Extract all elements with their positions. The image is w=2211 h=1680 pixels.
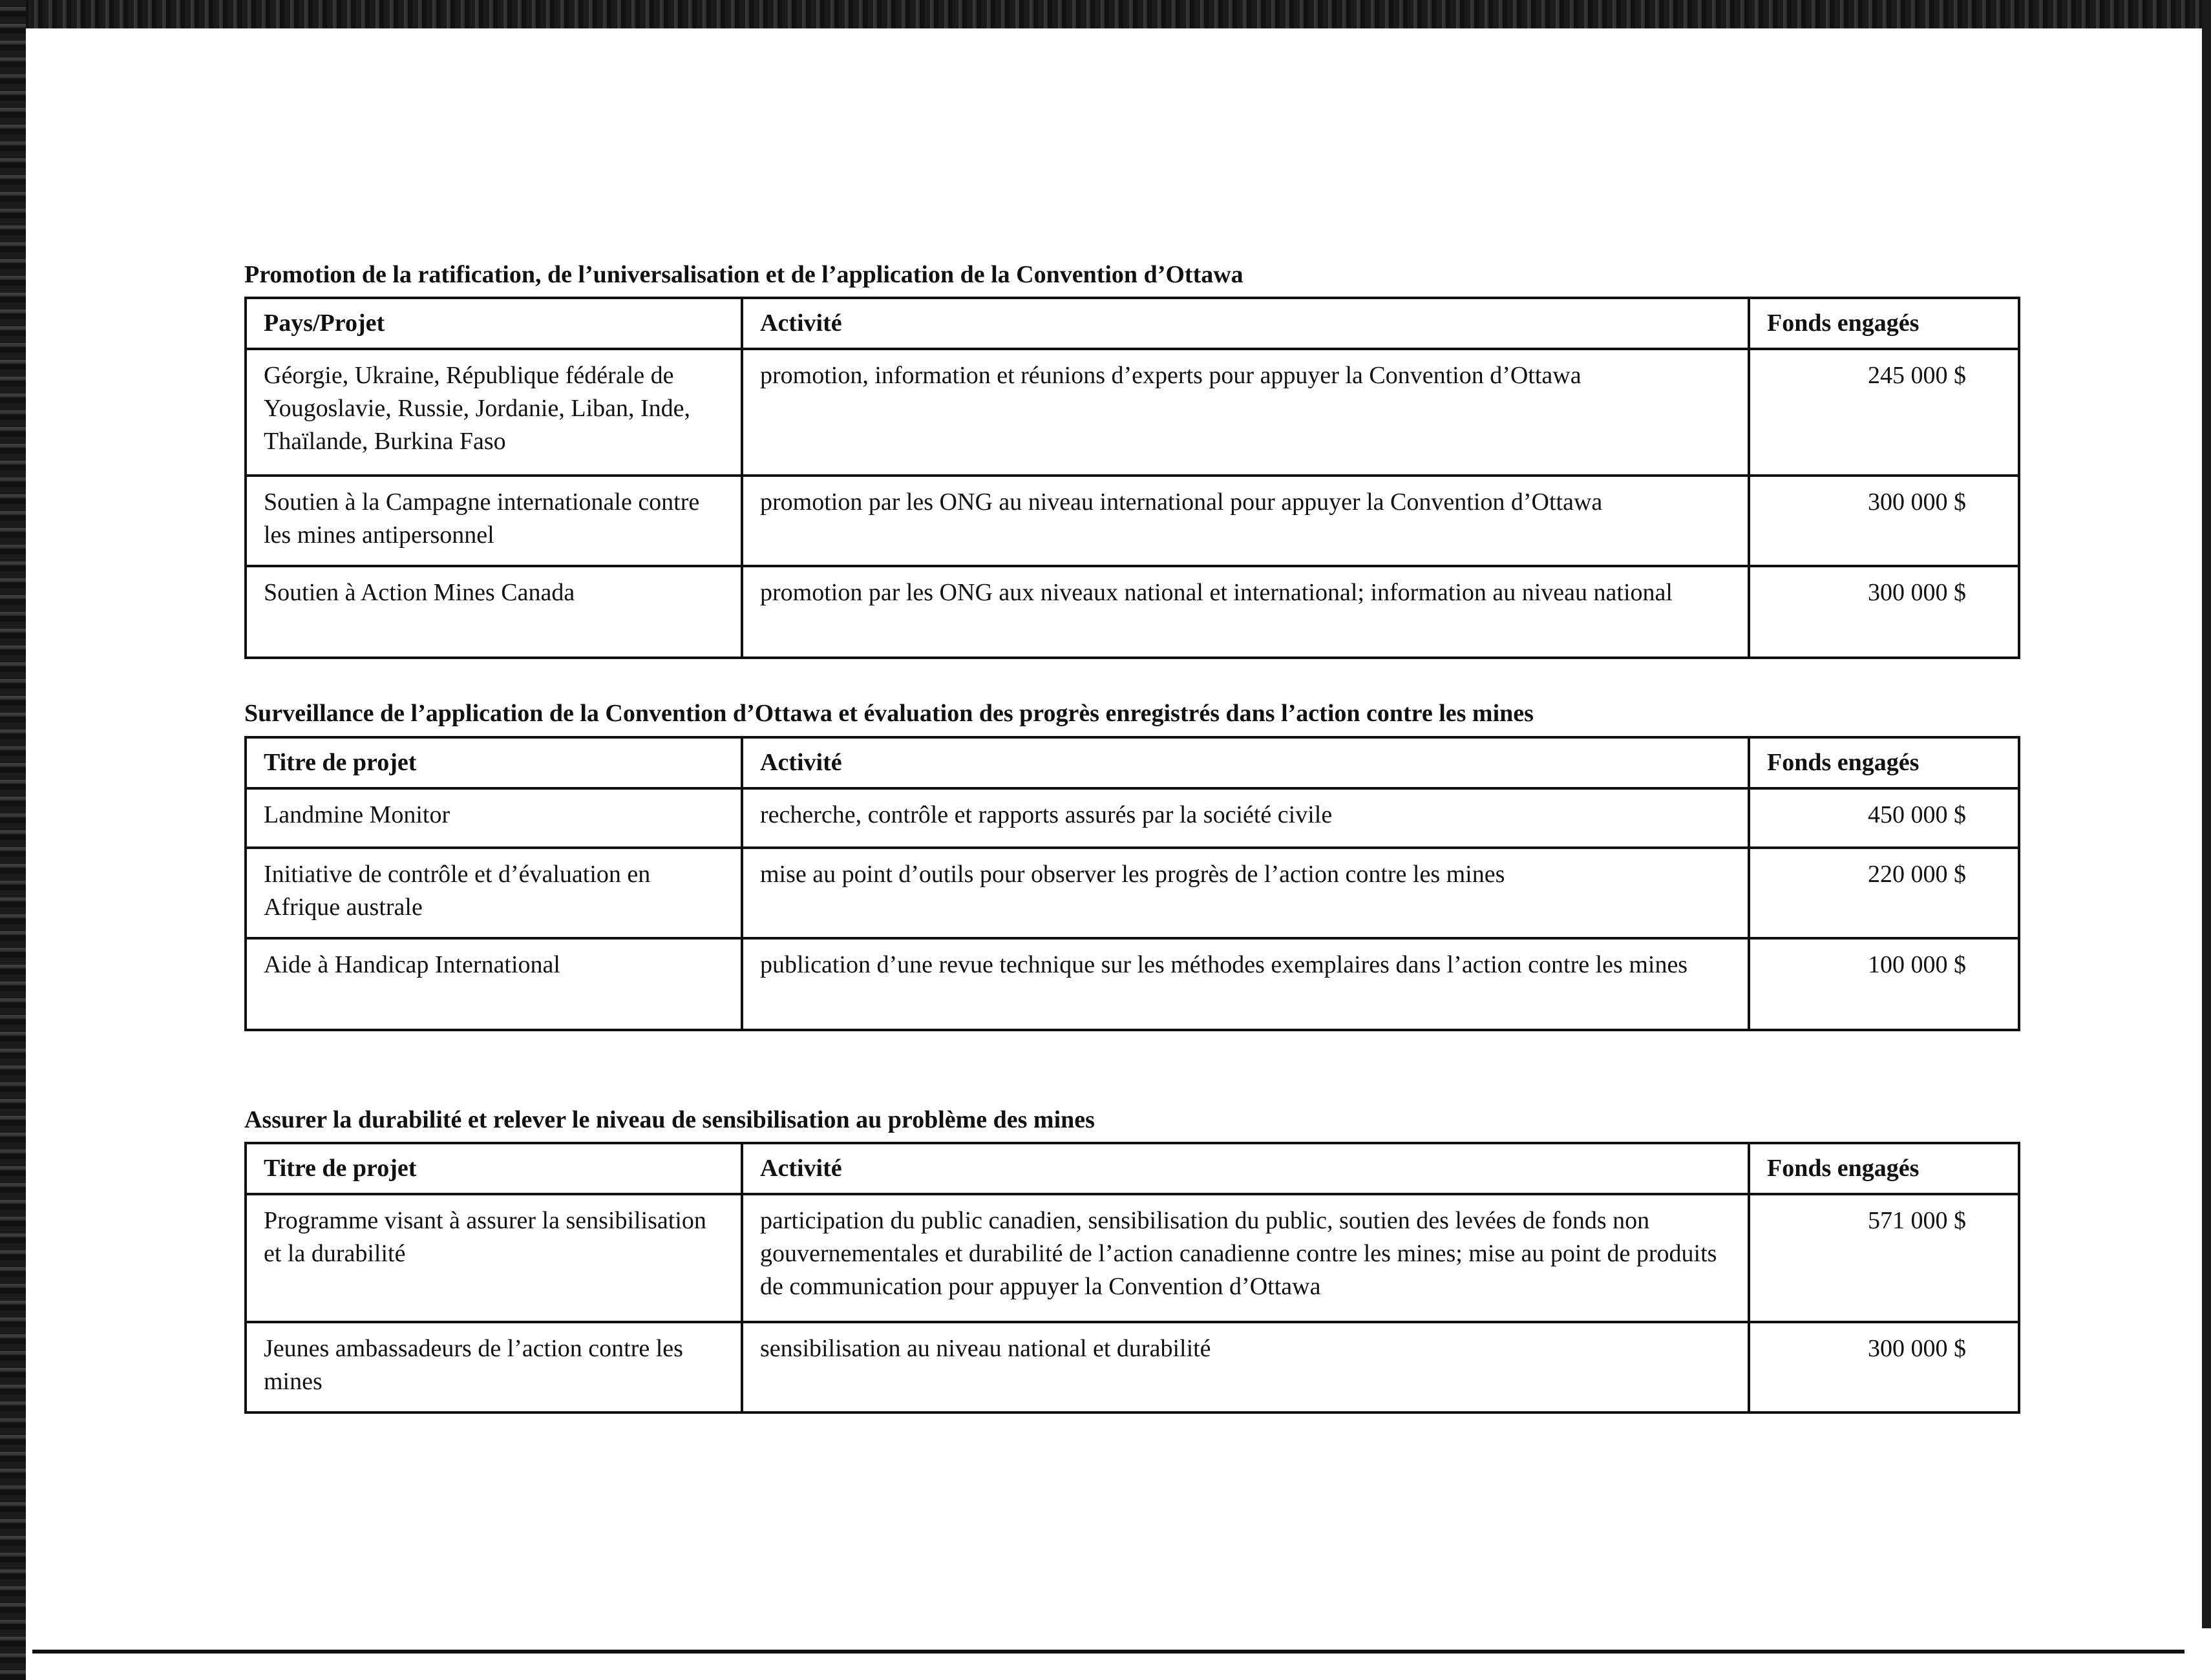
amount-cell: 300 000 $ — [1749, 476, 2019, 566]
section-title-surveillance: Surveillance de l’application de la Convention d’Ottawa et évaluation des progrès enregistrés dans l’action contre les mines — [244, 700, 1534, 727]
activity-cell: sensibilisation au niveau national et durabilité — [742, 1322, 1749, 1412]
amount-cell: 300 000 $ — [1749, 1322, 2019, 1412]
table-row — [246, 788, 2019, 848]
table-row — [246, 1322, 2019, 1412]
scan-border-top — [0, 0, 2211, 28]
project-cell: Landmine Monitor — [246, 788, 742, 848]
amount-cell: 245 000 $ — [1749, 349, 2019, 476]
activity-cell: promotion par les ONG au niveau international pour appuyer la Convention d’Ottawa — [742, 476, 1749, 566]
column-header-project: Titre de projet — [246, 1143, 742, 1194]
project-cell: Soutien à Action Mines Canada — [246, 566, 742, 658]
column-header-funds: Fonds engagés — [1749, 737, 2019, 788]
amount-cell: 571 000 $ — [1749, 1194, 2019, 1322]
activity-cell: publication d’une revue technique sur les méthodes exemplaires dans l’action contre les mines — [742, 938, 1749, 1030]
column-header-project: Titre de projet — [246, 737, 742, 788]
column-header-activity: Activité — [742, 1143, 1749, 1194]
project-cell: Programme visant à assurer la sensibilisation et la durabilité — [246, 1194, 742, 1322]
column-header-activity: Activité — [742, 737, 1749, 788]
table-row — [246, 848, 2019, 938]
project-cell: Géorgie, Ukraine, République fédérale de Yougoslavie, Russie, Jordanie, Liban, Inde, Thaïlande, Burkina Faso — [246, 349, 742, 476]
table-row — [246, 349, 2019, 476]
project-cell: Jeunes ambassadeurs de l’action contre les mines — [246, 1322, 742, 1412]
column-header-project: Pays/Projet — [246, 298, 742, 349]
table-header-row — [246, 298, 2019, 349]
activity-cell: promotion, information et réunions d’experts pour appuyer la Convention d’Ottawa — [742, 349, 1749, 476]
surveillance-table — [244, 736, 2020, 1031]
table-header-row — [246, 737, 2019, 788]
amount-cell: 300 000 $ — [1749, 566, 2019, 658]
amount-cell: 100 000 $ — [1749, 938, 2019, 1030]
activity-cell: promotion par les ONG aux niveaux national et international; information au niveau national — [742, 566, 1749, 658]
project-cell: Aide à Handicap International — [246, 938, 742, 1030]
table-row — [246, 476, 2019, 566]
column-header-funds: Fonds engagés — [1749, 298, 2019, 349]
table-row — [246, 1194, 2019, 1322]
section-title-promotion: Promotion de la ratification, de l’universalisation et de l’application de la Convention d’Ottawa — [244, 261, 1243, 288]
promotion-table — [244, 297, 2020, 659]
scan-border-left — [0, 0, 26, 1680]
column-header-activity: Activité — [742, 298, 1749, 349]
bottom-rule — [32, 1650, 2185, 1654]
project-cell: Initiative de contrôle et d’évaluation en Afrique australe — [246, 848, 742, 938]
section-title-durabilite: Assurer la durabilité et relever le niveau de sensibilisation au problème des mines — [244, 1106, 1095, 1133]
project-cell: Soutien à la Campagne internationale contre les mines antipersonnel — [246, 476, 742, 566]
scan-border-right — [2202, 0, 2211, 1628]
table-row — [246, 566, 2019, 658]
activity-cell: recherche, contrôle et rapports assurés par la société civile — [742, 788, 1749, 848]
activity-cell: participation du public canadien, sensibilisation du public, soutien des levées de fonds non gouvernementales et durabilité de l’action canadienne contre les mines; mise au point de produits de communication pour appuyer la Convention d’Ottawa — [742, 1194, 1749, 1322]
amount-cell: 450 000 $ — [1749, 788, 2019, 848]
column-header-funds: Fonds engagés — [1749, 1143, 2019, 1194]
table-row — [246, 938, 2019, 1030]
amount-cell: 220 000 $ — [1749, 848, 2019, 938]
table-header-row — [246, 1143, 2019, 1194]
activity-cell: mise au point d’outils pour observer les progrès de l’action contre les mines — [742, 848, 1749, 938]
durabilite-table — [244, 1142, 2020, 1414]
